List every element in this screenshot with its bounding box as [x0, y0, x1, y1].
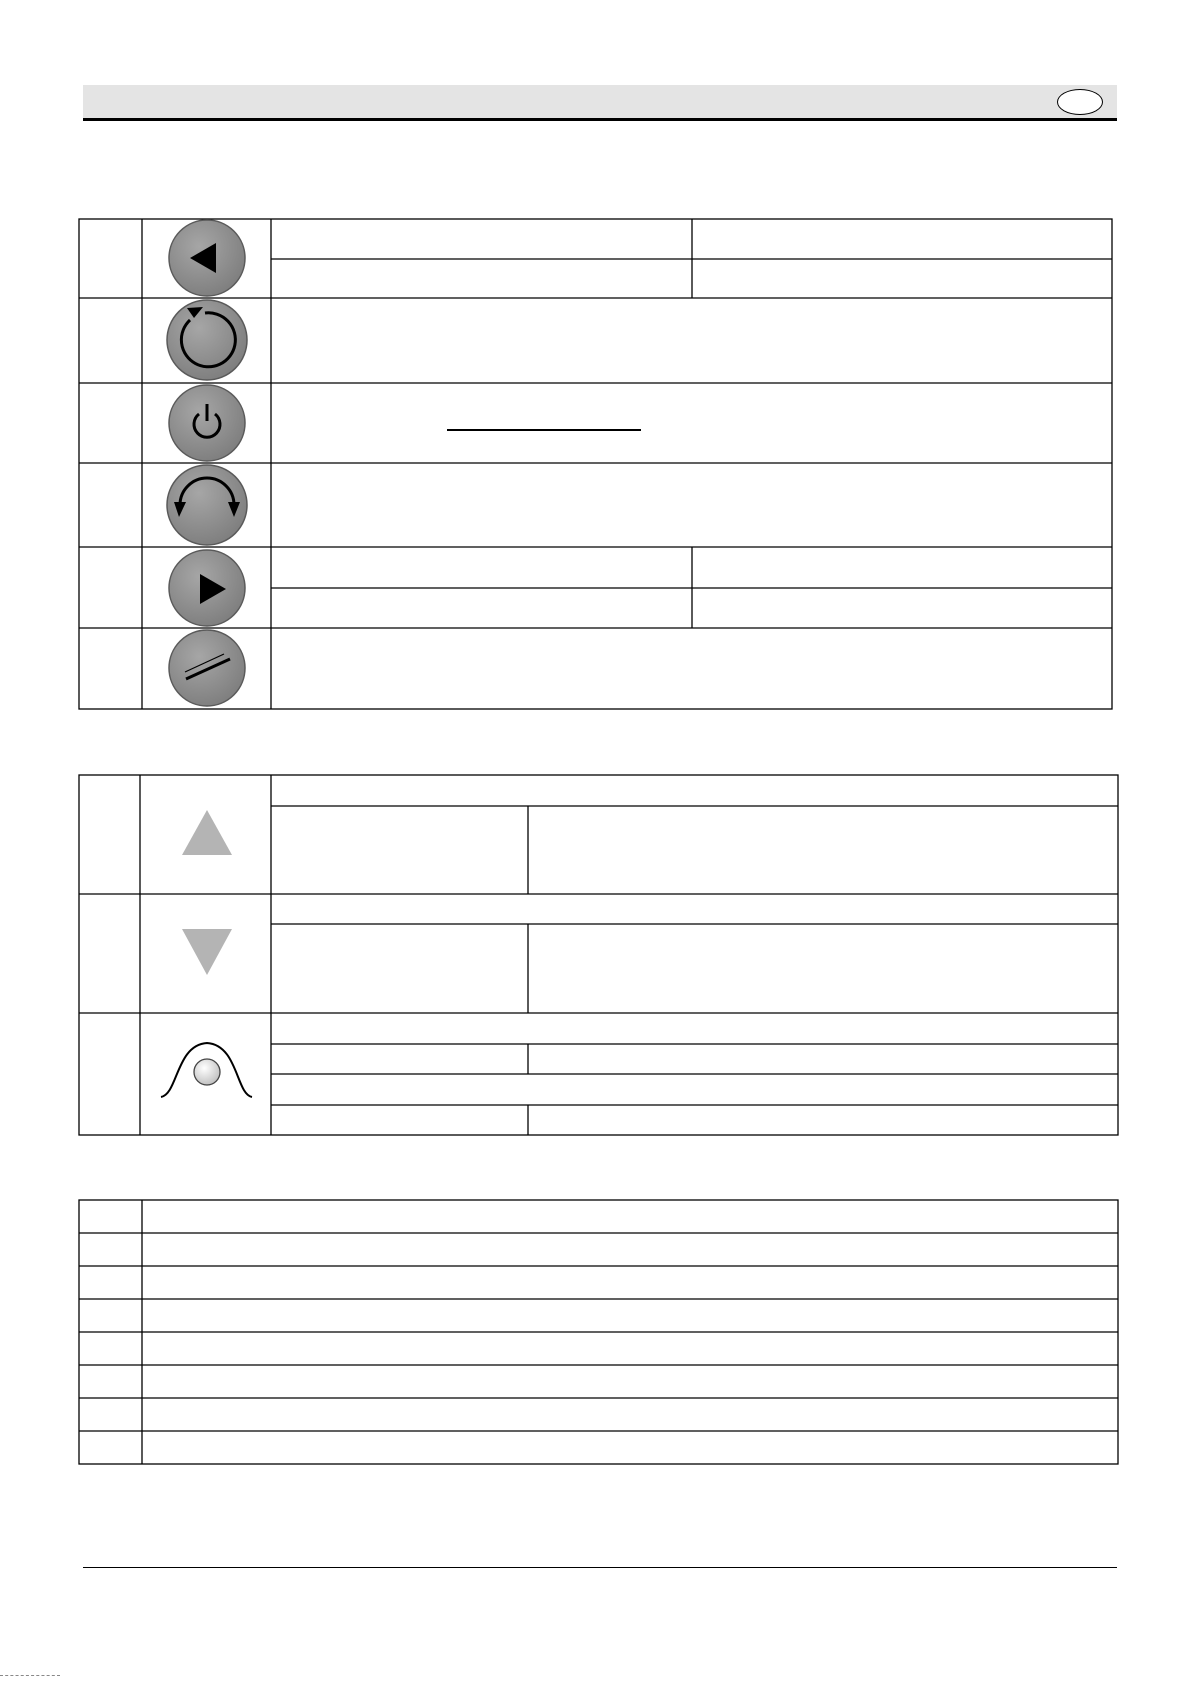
- table-1: [79, 219, 1112, 709]
- corner-mark: [0, 1675, 60, 1676]
- power-icon: [169, 385, 245, 461]
- triangle-up-icon: [182, 810, 232, 855]
- triangle-down-icon: [182, 929, 232, 975]
- slash-line-icon: [169, 630, 245, 706]
- triangle-left-icon: [169, 220, 245, 296]
- triangle-right-icon: [169, 550, 245, 626]
- rotate-icon: [167, 300, 247, 380]
- footer-rule: [83, 1567, 1117, 1568]
- table-3: [79, 1200, 1118, 1464]
- curved-double-arrow-icon: [167, 465, 247, 545]
- table-2: [79, 775, 1118, 1135]
- indicator-light-icon: [161, 1043, 252, 1097]
